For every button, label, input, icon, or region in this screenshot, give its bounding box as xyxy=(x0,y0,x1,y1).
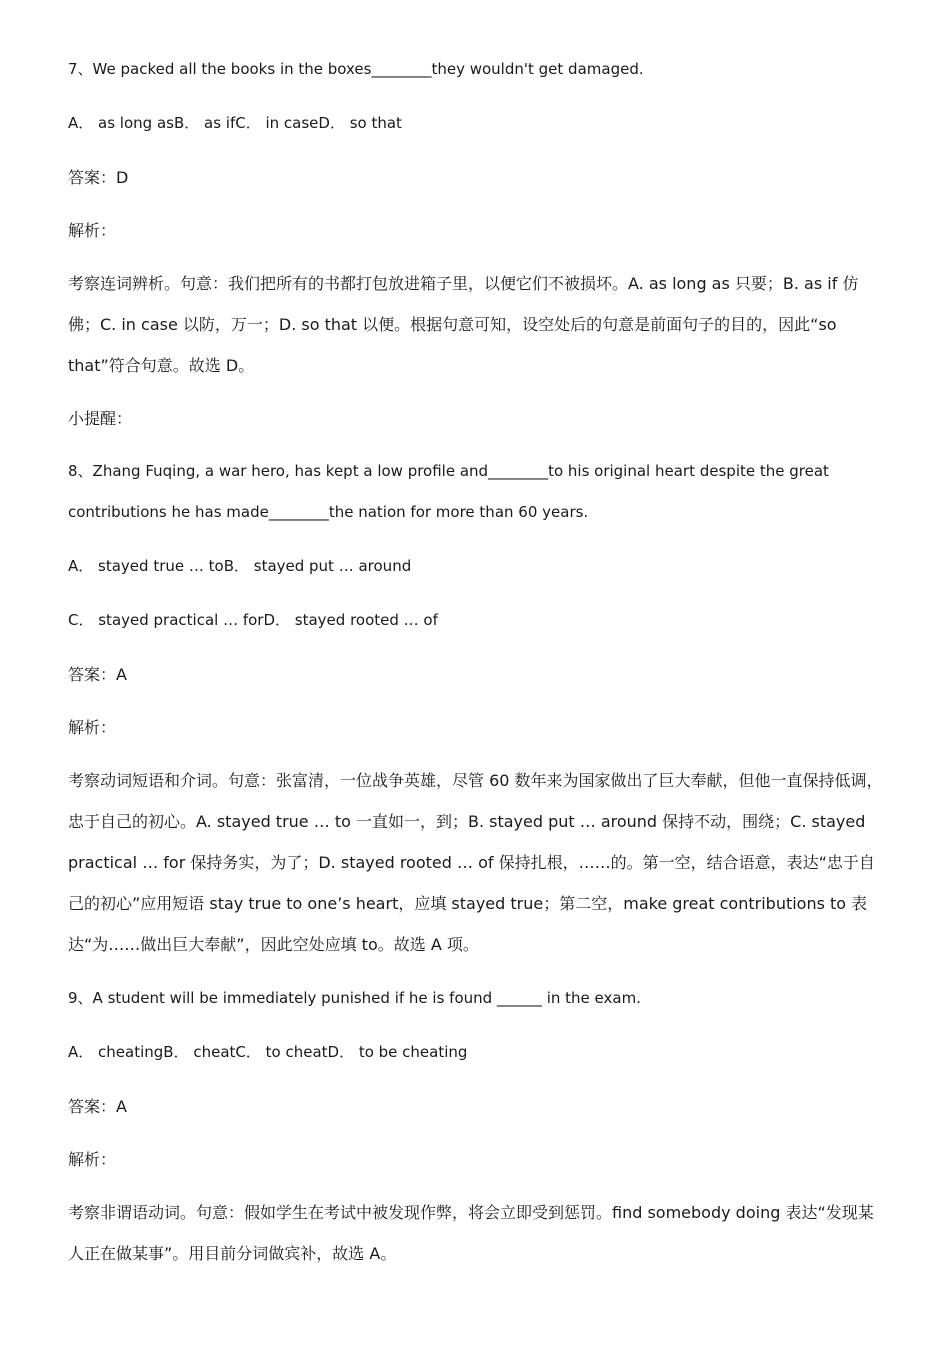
q8-options-line1: A． stayed true … toB． stayed put … around xyxy=(68,557,412,575)
q7-answer: 答案：D xyxy=(68,168,129,187)
q8-options-line2: C． stayed practical … forD． stayed rooted … of xyxy=(68,611,438,629)
q9-analysis-label: 解析： xyxy=(68,1150,117,1169)
q7-options: A． as long asB． as ifC． in caseD． so that xyxy=(68,114,402,132)
q9-analysis: 考察非谓语动词。句意：假如学生在考试中被发现作弊，将会立即受到惩罚。find somebody doing 表达“发现某人正在做某事”。用目前分词做宾补，故选 A。 xyxy=(68,1203,874,1263)
q8-stem: 8、Zhang Fuqing, a war hero, has kept a low profile and________to his original heart despite the great contributions he has made________the nation for more than 60 years. xyxy=(68,462,829,521)
q7-analysis-label: 解析： xyxy=(68,221,117,240)
q7-tip-label: 小提醒： xyxy=(68,409,133,428)
q7-analysis: 考察连词辨析。句意：我们把所有的书都打包放进箱子里，以便它们不被损坏。A. as long as 只要；B. as if 仿佛；C. in case 以防，万一；D. so that 以便。根据句意可知，设空处后的句意是前面句子的目的，因此“so that”符合句意。故选 D。 xyxy=(68,274,859,375)
q8-answer: 答案：A xyxy=(68,665,127,684)
q9-stem: 9、A student will be immediately punished if he is found ______ in the exam. xyxy=(68,989,641,1007)
q9-answer: 答案：A xyxy=(68,1097,127,1116)
q8-analysis: 考察动词短语和介词。句意：张富清，一位战争英雄，尽管 60 数年来为国家做出了巨大奉献，但他一直保持低调，忠于自己的初心。A. stayed true … to 一直如一，到；B. stayed put … around 保持不动，围绕；C. stayed practical … for 保持务实，为了；D. stayed rooted … of 保持扎根，……的。第一空，结合语意，表达“忠于自己的初心”应用短语 stay true to one’s heart，应填 stayed true；第二空，make great contributions to 表达“为……做出巨大奉献”，因此空处应填 to。故选 A 项。 xyxy=(68,771,883,954)
q7-stem: 7、We packed all the books in the boxes________they wouldn't get damaged. xyxy=(68,60,644,78)
q9-options: A． cheatingB． cheatC． to cheatD． to be cheating xyxy=(68,1043,468,1061)
q8-analysis-label: 解析： xyxy=(68,718,117,737)
